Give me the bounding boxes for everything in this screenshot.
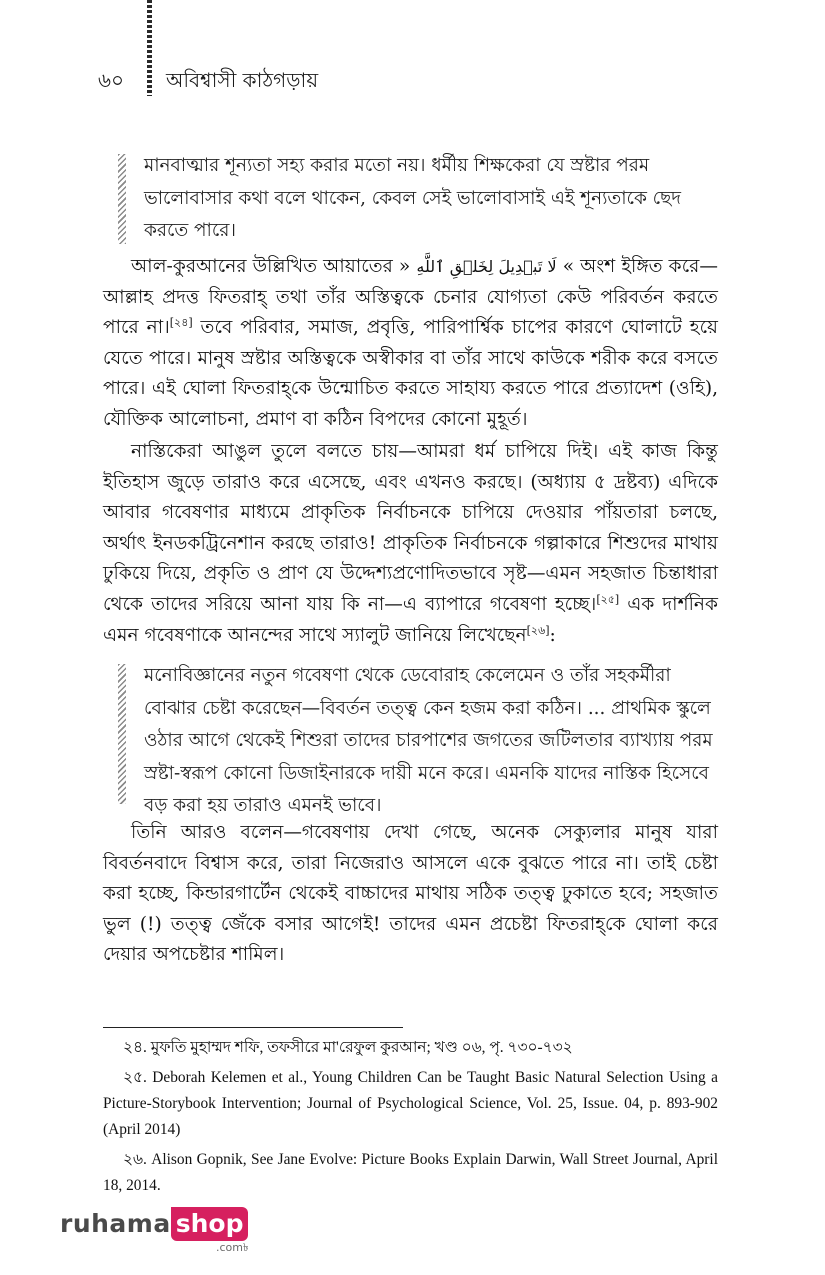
ruhamashop-logo — [60, 1207, 248, 1254]
footnote-ref-26[interactable]: [২৬] — [526, 623, 550, 637]
running-title: অবিশ্বাসী কাঠগড়ায় — [166, 68, 319, 92]
paragraph-1 — [103, 252, 718, 436]
paragraph-1-intro: আল-কুরআনের উল্লিখিত আয়াতের » — [131, 256, 411, 277]
quote-1-text: মানবাত্মার শূন্যতা সহ্য করার মতো নয়। ধর্মীয় শিক্ষকেরা যে স্রষ্টার পরম ভালোবাসার কথা বলে থাকেন, কেবল সেই ভালোবাসাই এই শূন্যতাকে ছেদ করতে পারে। — [144, 155, 681, 241]
logo-text-shop: shop — [171, 1207, 249, 1241]
paragraph-2-middle: এক দার্শনিক এমন গবেষণাকে আনন্দের সাথে স্যালুট জানিয়ে লিখেছেন — [103, 593, 718, 646]
footnote-24: ২৪. মুফতি মুহাম্মদ শফি, তফসীরে মা'রেফুল কুরআন; খণ্ড ০৬, পৃ. ৭৩০-৭৩২ — [123, 1039, 573, 1056]
header-rule — [147, 0, 152, 96]
footnote-25: ২৫. Deborah Kelemen et al., Young Children Can be Taught Basic Natural Selection Using a Picture-Storybook Intervention; Journal of Psychological Science, Vol. 25, Issue. 04, p. 893-902 (April 2014) — [103, 1069, 718, 1138]
footnote-ref-25[interactable]: [২৫] — [596, 592, 620, 606]
paragraph-1-cont: « অংশ ইঙ্গিত করে—আল্লাহ প্রদত্ত ফিতরাহ্ তথা তাঁর অস্তিত্বকে চেনার যোগ্যতা কেউ পরিবর্তন করতে পারে না। — [103, 256, 718, 339]
logo-shop-group — [171, 1207, 249, 1254]
paragraph-1-rest: তবে পরিবার, সমাজ, প্রবৃত্তি, পারিপার্শ্বিক চাপের কারণে ঘোলাটে হয়ে যেতে পারে। মানুষ স্রষ্টার অস্তিত্বকে অস্বীকার বা তাঁর সাথে কাউকে শরীক করে বসতে পারে। এই ঘোলা ফিতরাহ্‌কে উন্মোচিত করতে সাহায্য করতে পারে প্রত্যাদেশ (ওহি), যৌক্তিক আলোচনা, প্রমাণ বা কঠিন বিপদের কোনো মুহূর্ত। — [103, 317, 718, 430]
block-quote-2 — [118, 660, 716, 816]
paragraph-2 — [103, 437, 718, 651]
footnote-26: ২৬. Alison Gopnik, See Jane Evolve: Picture Books Explain Darwin, Wall Street Journal, April 18, 2014. — [103, 1151, 718, 1194]
arabic-verse: لَا تَبۡدِيلَ لِخَلۡقِ ٱللَّهِ — [416, 257, 557, 276]
block-quote-1 — [118, 150, 716, 248]
quote-2-text: মনোবিজ্ঞানের নতুন গবেষণা থেকে ডেবোরাহ কেলেমেন ও তাঁর সহকর্মীরা বোঝার চেষ্টা করেছেন—বিবর্তন তত্ত্ব কেন হজম করা কঠিন। ... প্রাথমিক স্কুলে ওঠার আগে থেকেই শিশুরা তাদের চারপাশের জগতের জটিলতার ব্যাখ্যায় পরম স্রষ্টা-স্বরূপ কোনো ডিজাইনারকে দায়ী মনে করে। এমনকি যাদের নাস্তিক হিসেবে বড় করা হয় তারাও এমনই ভাবে। — [144, 665, 713, 816]
logo-text-ruhama: ruhama — [60, 1209, 171, 1238]
page-number: ৬০ — [98, 68, 125, 92]
logo-text-domain: .com৳ — [216, 1241, 249, 1254]
footnote-ref-24[interactable]: [২৪] — [169, 316, 193, 329]
footnotes — [103, 1035, 718, 1203]
footnote-divider — [103, 1027, 403, 1028]
paragraph-3: তিনি আরও বলেন—গবেষণায় দেখা গেছে, অনেক সেক্যুলার মানুষ যারা বিবর্তনবাদে বিশ্বাস করে, তারা নিজেরাও আসলে একে বুঝতে পারে না। তাই চেষ্টা করা হচ্ছে, কিন্ডারগার্টেন থেকেই বাচ্চাদের মাথায় সঠিক তত্ত্ব ঢুকাতে হবে; সহজাত ভুল (!) তত্ত্ব জেঁকে বসার আগেই! তাদের এমন প্রচেষ্টা ফিতরাহ্‌কে ঘোলা করে দেয়ার অপচেষ্টার শামিল। — [103, 822, 718, 966]
paragraph-2-end: : — [549, 624, 556, 646]
paragraph-2-text: নাস্তিকেরা আঙুল তুলে বলতে চায়—আমরা ধর্ম চাপিয়ে দিই। এই কাজ কিন্তু ইতিহাস জুড়ে তারাও করে এসেছে, এবং এখনও করছে। (অধ্যায় ৫ দ্রষ্টব্য) এদিকে আবার গবেষণার মাধ্যমে প্রাকৃতিক নির্বাচনকে চাপিয়ে দেওয়ার পাঁয়তারা চলছে, অর্থাৎ ইনডকট্রিনেশান করছে তারাও! প্রাকৃতিক নির্বাচনকে গল্পাকারে শিশুদের মাথায় ঢুকিয়ে দিয়ে, প্রকৃতি ও প্রাণ যে উদ্দেশ্যপ্রণোদিতভাবে সৃষ্ট—এমন সহজাত চিন্তাধারা থেকে তাদের সরিয়ে আনা যায় কি না—এ ব্যাপারে গবেষণা হচ্ছে। — [103, 441, 718, 615]
